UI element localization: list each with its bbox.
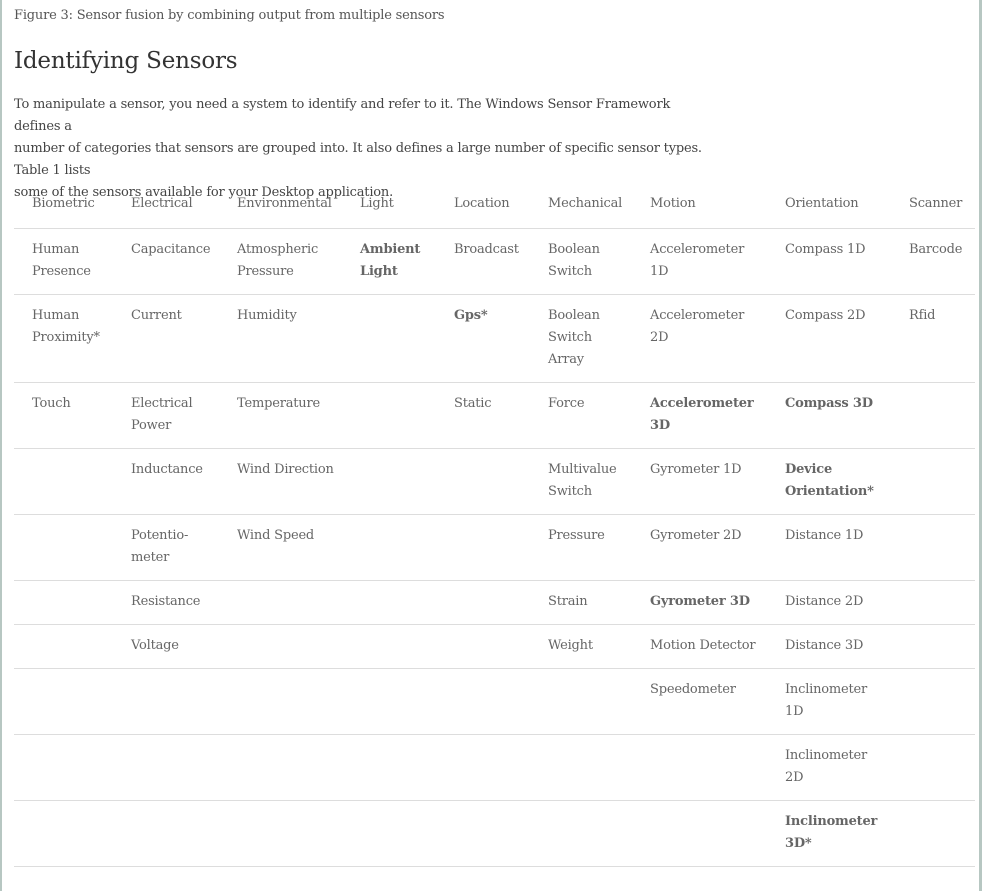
table-cell: Motion Detector (632, 625, 767, 669)
table-cell (891, 383, 975, 449)
table-cell (219, 625, 342, 669)
table-row (14, 383, 975, 449)
column-header-motion: Motion (632, 180, 767, 229)
table-cell: Distance 2D (767, 581, 891, 625)
table-cell (891, 625, 975, 669)
table-cell: Gps* (436, 295, 530, 383)
table-row (14, 735, 975, 801)
section-heading: Identifying Sensors (14, 48, 238, 74)
table-cell: Boolean Switch (530, 229, 632, 295)
table-cell (113, 801, 219, 867)
table-cell: Atmospheric Pressure (219, 229, 342, 295)
table-cell (342, 625, 436, 669)
table-row (14, 581, 975, 625)
table-cell: Device Orientation* (767, 449, 891, 515)
column-header-biometric: Biometric (14, 180, 113, 229)
table-cell (342, 801, 436, 867)
table-cell: Pressure (530, 515, 632, 581)
table-cell: Distance 1D (767, 515, 891, 581)
table-cell: Touch (14, 383, 113, 449)
table-cell: Potentio-meter (113, 515, 219, 581)
table-cell: Compass 3D (767, 383, 891, 449)
table-cell: Gyrometer 1D (632, 449, 767, 515)
table-cell: Barcode (891, 229, 975, 295)
table-row (14, 515, 975, 581)
column-header-orientation: Orientation (767, 180, 891, 229)
table-cell: Compass 2D (767, 295, 891, 383)
table-cell: Voltage (113, 625, 219, 669)
table-cell: Human Proximity* (14, 295, 113, 383)
table-cell (14, 449, 113, 515)
table-cell (342, 669, 436, 735)
table-cell (530, 669, 632, 735)
table-cell (14, 625, 113, 669)
table-cell: Accelerometer 2D (632, 295, 767, 383)
column-header-scanner: Scanner (891, 180, 975, 229)
column-header-light: Light (342, 180, 436, 229)
table-cell (436, 449, 530, 515)
table-row (14, 801, 975, 867)
table-row (14, 449, 975, 515)
table-cell (113, 735, 219, 801)
table-cell: Capacitance (113, 229, 219, 295)
table-cell (436, 625, 530, 669)
table-row (14, 625, 975, 669)
table-cell (219, 581, 342, 625)
table-cell (632, 801, 767, 867)
table-cell (342, 515, 436, 581)
column-header-electrical: Electrical (113, 180, 219, 229)
table-cell (891, 735, 975, 801)
column-header-environmental: Environmental (219, 180, 342, 229)
table-cell (436, 801, 530, 867)
column-header-location: Location (436, 180, 530, 229)
table-cell: Accelerometer 1D (632, 229, 767, 295)
table-cell (14, 801, 113, 867)
table-cell: Multivalue Switch (530, 449, 632, 515)
table-cell (530, 735, 632, 801)
table-cell: Force (530, 383, 632, 449)
figure-caption: Figure 3: Sensor fusion by combining output from multiple sensors (14, 8, 445, 23)
table-cell (436, 669, 530, 735)
table-cell: Current (113, 295, 219, 383)
table-cell: Distance 3D (767, 625, 891, 669)
table-cell (436, 735, 530, 801)
table-row (14, 669, 975, 735)
sensor-table (14, 180, 975, 867)
table-cell (891, 801, 975, 867)
table-cell (530, 801, 632, 867)
table-cell (219, 669, 342, 735)
table-cell: Inclinometer 2D (767, 735, 891, 801)
table-cell: Speedometer (632, 669, 767, 735)
table-cell (14, 669, 113, 735)
table-cell (342, 581, 436, 625)
table-cell: Gyrometer 3D (632, 581, 767, 625)
table-cell: Inclinometer 3D* (767, 801, 891, 867)
table-cell (342, 735, 436, 801)
table-cell: Electrical Power (113, 383, 219, 449)
table-cell (113, 669, 219, 735)
table-cell: Wind Direction (219, 449, 342, 515)
table-row (14, 295, 975, 383)
intro-line: number of categories that sensors are grouped into. It also defines a large number of specific sensor types. Table 1 lists (14, 141, 702, 178)
table-cell (632, 735, 767, 801)
table-cell: Human Presence (14, 229, 113, 295)
table-cell (219, 735, 342, 801)
table-cell: Rfid (891, 295, 975, 383)
table-cell: Compass 1D (767, 229, 891, 295)
table-cell (342, 449, 436, 515)
table-cell: Inductance (113, 449, 219, 515)
table-cell (436, 581, 530, 625)
table-row (14, 229, 975, 295)
table-cell: Accelerometer 3D (632, 383, 767, 449)
table-cell: Gyrometer 2D (632, 515, 767, 581)
intro-line: some of the sensors available for your Desktop application. (14, 185, 394, 200)
table-cell (436, 515, 530, 581)
table-cell: Wind Speed (219, 515, 342, 581)
table-cell (14, 581, 113, 625)
table-cell (891, 515, 975, 581)
column-header-mechanical: Mechanical (530, 180, 632, 229)
table-cell (891, 581, 975, 625)
table-cell: Static (436, 383, 530, 449)
table-cell: Inclinometer 1D (767, 669, 891, 735)
table-cell (14, 735, 113, 801)
table-cell: Strain (530, 581, 632, 625)
table-cell (219, 801, 342, 867)
table-body (14, 229, 975, 867)
table-cell (891, 669, 975, 735)
table-header-row (14, 180, 975, 229)
table-cell (342, 295, 436, 383)
table-cell: Boolean Switch Array (530, 295, 632, 383)
table-cell (891, 449, 975, 515)
table-cell (342, 383, 436, 449)
table-cell: Ambient Light (342, 229, 436, 295)
table-cell: Weight (530, 625, 632, 669)
table-cell: Broadcast (436, 229, 530, 295)
intro-line: To manipulate a sensor, you need a system to identify and refer to it. The Windows Sensor Framework defines a (14, 97, 671, 134)
table-cell: Temperature (219, 383, 342, 449)
table-cell: Humidity (219, 295, 342, 383)
table-cell (14, 515, 113, 581)
table-cell: Resistance (113, 581, 219, 625)
